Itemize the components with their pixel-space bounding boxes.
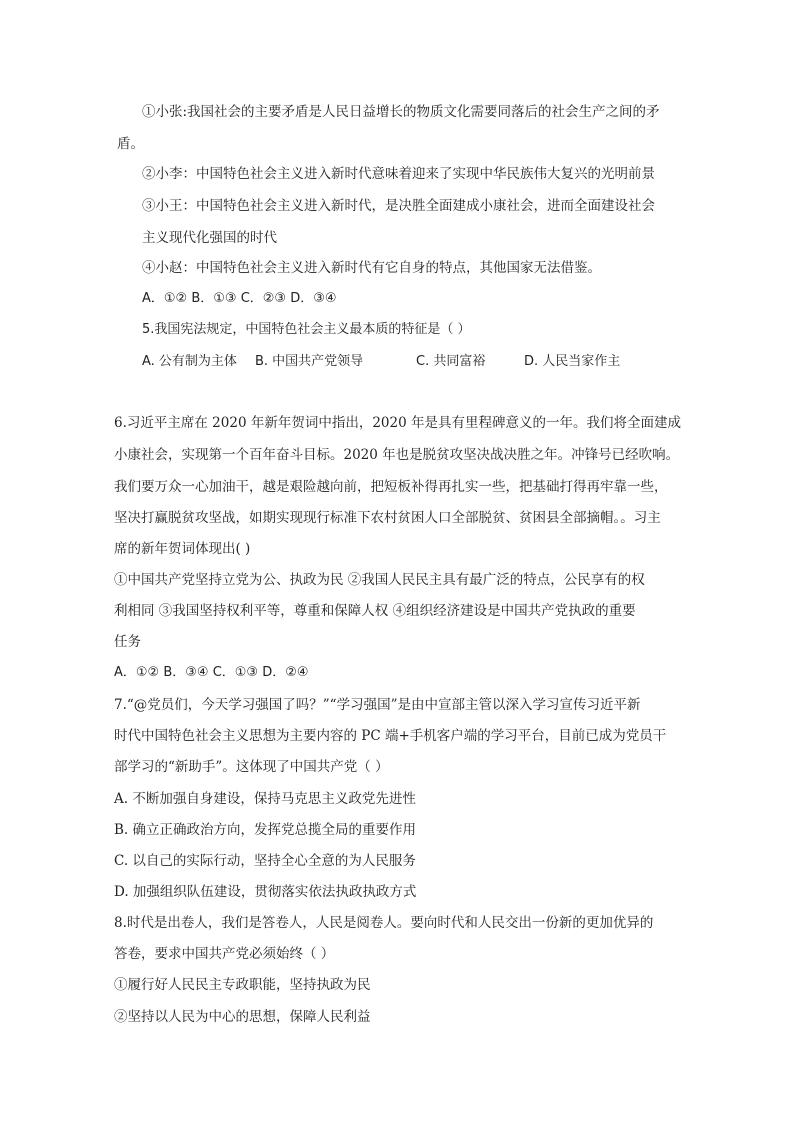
- q6-line-5: 席的新年贺词体现出( ): [114, 541, 251, 557]
- q7-line-2: 时代中国特色社会主义思想为主要内容的 PC 端+手机客户端的学习平台，目前已成为党员干: [114, 728, 667, 744]
- q4-statement-3-line-1: ③小王：中国特色社会主义进入新时代，是决胜全面建成小康社会，进而全面建设社会: [142, 198, 655, 214]
- q7-option-a: A. 不断加强自身建设，保持马克思主义政党先进性: [114, 791, 416, 807]
- q5-option-b: B. 中国共产党领导: [255, 354, 364, 369]
- q4-statement-4: ④小赵：中国特色社会主义进入新时代有它自身的特点，其他国家无法借鉴。: [142, 260, 601, 276]
- q7-line-1: 7.“@党员们，今天学习强国了吗？”“学习强国”是由中宣部主管以深入学习宣传习近平新: [114, 697, 641, 713]
- q7-option-b: B. 确立正确政治方向，发挥党总揽全局的重要作用: [114, 822, 417, 838]
- q6-line-8: 任务: [114, 634, 141, 650]
- q5-option-c: C. 共同富裕: [416, 354, 486, 369]
- q6-line-1: 6.习近平主席在 2020 年新年贺词中指出，2020 年是具有里程碑意义的一年。我们将全面建成: [114, 415, 681, 431]
- q4-statement-1-line-1: ①小张:我国社会的主要矛盾是人民日益增长的物质文化需要同落后的社会生产之间的矛: [142, 104, 660, 120]
- q8-statement-1: ①履行好人民民主专政职能，坚持执政为民: [114, 977, 371, 993]
- q5-option-a: A. 公有制为主体: [142, 354, 237, 369]
- q7-option-c: C. 以自己的实际行动，坚持全心全意的为人民服务: [114, 853, 416, 869]
- q8-line-2: 答卷，要求中国共产党必须始终（ ）: [114, 946, 335, 962]
- q4-statement-1-line-2: 盾。: [117, 136, 144, 152]
- q5-stem: 5.我国宪法规定，中国特色社会主义最本质的特征是（ ）: [142, 322, 471, 337]
- q7-option-d: D. 加强组织队伍建设，贯彻落实依法执政执政方式: [114, 884, 417, 900]
- q8-line-1: 8.时代是出卷人，我们是答卷人，人民是阅卷人。要向时代和人民交出一份新的更加优异的: [114, 915, 654, 931]
- q6-options: A．①② B．③④ C．①③ D．②④: [114, 665, 309, 680]
- q6-line-4: 坚决打赢脱贫攻坚战，如期实现现行标准下农村贫困人口全部脱贫、贫困县全部摘帽。。习主: [114, 510, 661, 526]
- q6-line-6: ①中国共产党坚持立党为公、执政为民 ②我国人民民主具有最广泛的特点，公民享有的权: [114, 572, 645, 588]
- q4-statement-3-line-2: 主义现代化强国的时代: [142, 230, 277, 246]
- q5-option-d: D. 人民当家作主: [524, 354, 621, 369]
- q4-statement-2: ②小李：中国特色社会主义进入新时代意味着迎来了实现中华民族伟大复兴的光明前景: [142, 166, 655, 182]
- q4-options: A．①② B．①③ C．②③ D．③④: [142, 291, 337, 306]
- q8-statement-2: ②坚持以人民为中心的思想，保障人民利益: [114, 1009, 371, 1025]
- q6-line-7: 利相同 ③我国坚持权利平等，尊重和保障人权 ④组织经济建设是中国共产党执政的重要: [114, 603, 636, 619]
- q7-line-3: 部学习的“新助手”。这体现了中国共产党（ ）: [114, 759, 389, 775]
- q6-line-2: 小康社会，实现第一个百年奋斗目标。2020 年也是脱贫攻坚决战决胜之年。冲锋号已经吹响。: [114, 447, 680, 463]
- q6-line-3: 我们要万众一心加油干，越是艰险越向前，把短板补得再扎实一些，把基础打得再牢靠一些，: [114, 479, 668, 495]
